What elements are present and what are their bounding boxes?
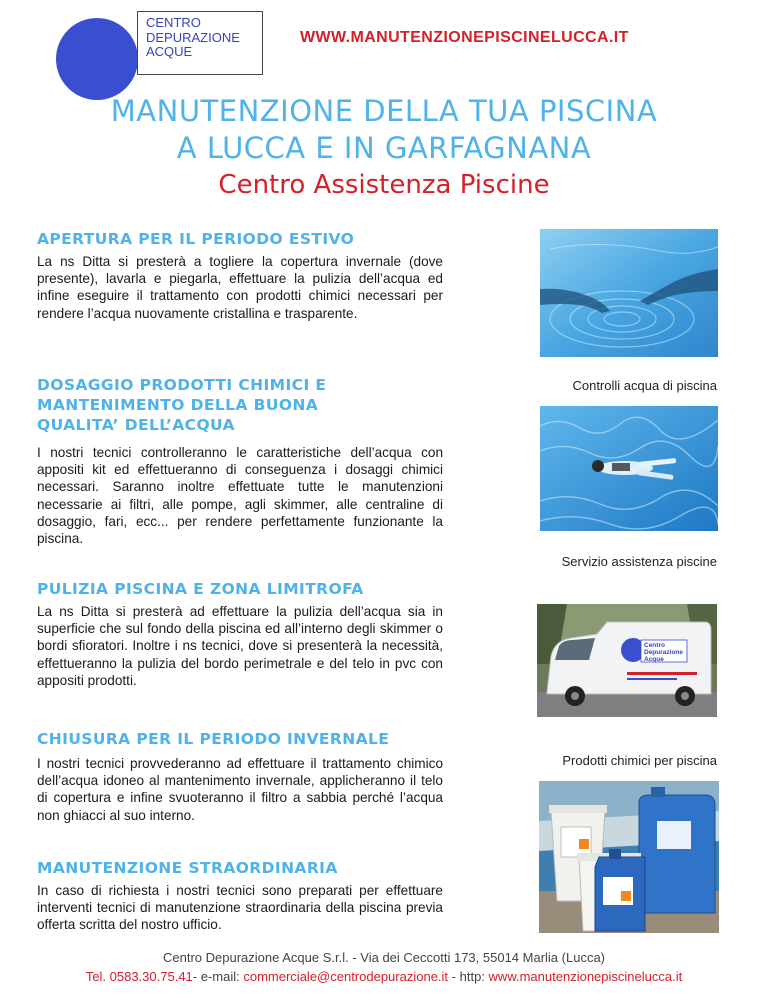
heading-chiusura: CHIUSURA PER IL PERIODO INVERNALE bbox=[37, 730, 390, 748]
footer-contacts bbox=[0, 969, 768, 984]
logo-line-3: ACQUE bbox=[146, 44, 193, 59]
footer-tel[interactable]: Tel. 0583.30.75.41 bbox=[85, 969, 193, 984]
title-line-2: A LUCCA E IN GARFAGNANA bbox=[176, 131, 592, 165]
caption-servizio: Servizio assistenza piscine bbox=[561, 554, 717, 569]
website-link[interactable]: WWW.MANUTENZIONEPISCINELUCCA.IT bbox=[300, 29, 629, 46]
logo-line-1: CENTRO bbox=[146, 15, 201, 30]
footer-email-label: - e-mail: bbox=[192, 969, 240, 984]
logo-circle bbox=[56, 18, 138, 100]
heading-dosaggio-line-1: DOSAGGIO PRODOTTI CHIMICI E bbox=[37, 376, 327, 394]
van-logo-line-3: Acque bbox=[644, 656, 664, 663]
heading-straordinaria: MANUTENZIONE STRAORDINARIA bbox=[37, 859, 338, 877]
photo-hands-water bbox=[540, 229, 718, 357]
caption-controlli: Controlli acqua di piscina bbox=[572, 378, 717, 393]
heading-dosaggio bbox=[37, 375, 326, 435]
footer-address: Centro Depurazione Acque S.r.l. - Via dei Ceccotti 173, 55014 Marlia (Lucca) bbox=[163, 950, 605, 965]
subtitle: Centro Assistenza Piscine bbox=[218, 170, 550, 200]
body-apertura: La ns Ditta si presterà a togliere la copertura invernale (dove presente), lavarla e piegarla, effettuare la pulizia dell’acqua ed infine eseguire il trattamento con prodotti chimici necessari per rendere l’acqua nuovamente cristallina e trasparente. bbox=[37, 254, 443, 321]
heading-dosaggio-line-2: MANTENIMENTO DELLA BUONA bbox=[37, 396, 319, 414]
van-logo-text bbox=[644, 642, 683, 663]
footer-url[interactable]: www.manutenzionepiscinelucca.it bbox=[488, 969, 683, 984]
body-chiusura: I nostri tecnici provvederanno ad effettuare il trattamento chimico dell’acqua idoneo al mantenimento invernale, applicheranno il telo di copertura e infine svuoteranno il filtro a sabbia perché l’acqua non ghiacci al suo interno. bbox=[37, 756, 443, 823]
heading-pulizia: PULIZIA PISCINA E ZONA LIMITROFA bbox=[37, 580, 364, 598]
photo-service-van bbox=[537, 604, 717, 717]
caption-prodotti: Prodotti chimici per piscina bbox=[562, 753, 717, 768]
photo-chemical-containers bbox=[539, 781, 719, 933]
heading-apertura: APERTURA PER IL PERIODO ESTIVO bbox=[37, 230, 355, 248]
footer-http-label: - http: bbox=[451, 969, 485, 984]
van-logo-line-1: Centro bbox=[644, 642, 665, 649]
logo-box bbox=[137, 11, 263, 75]
logo-line-2: DEPURAZIONE bbox=[146, 29, 240, 45]
title-line-1: MANUTENZIONE DELLA TUA PISCINA bbox=[110, 94, 658, 128]
body-straordinaria: In caso di richiesta i nostri tecnici sono preparati per effettuare interventi tecnici di manutenzione straordinaria della piscina previa offerta scritta del nostro ufficio. bbox=[37, 883, 443, 933]
footer-email[interactable]: commerciale@centrodepurazione.it bbox=[243, 969, 449, 984]
body-pulizia: La ns Ditta si presterà ad effettuare la pulizia dell’acqua sia in superficie che sul fondo della piscina ed all’interno degli skimmer o bordi sfioratori. Inoltre i ns tecnici, dove si presenterà la necessità, effettueranno la pulizia del bordo perimetrale e del telo in pvc con appositi prodotti. bbox=[37, 604, 443, 688]
van-logo-line-2: Depurazione bbox=[644, 649, 684, 656]
body-dosaggio: I nostri tecnici controlleranno le caratteristiche dell’acqua con appositi kit ed effettueranno di conseguenza i dosaggi chimici necessari. Saranno inoltre effettuate tutte le manutenzioni necessarie ai filtri, alle pompe, agli skimmer, alle centraline di dosaggio, fari, ecc... per rendere perfettamente funzionante la piscina. bbox=[37, 445, 443, 547]
heading-dosaggio-line-3: QUALITA’ DELL’ACQUA bbox=[37, 416, 235, 434]
photo-swimmer bbox=[540, 406, 718, 531]
